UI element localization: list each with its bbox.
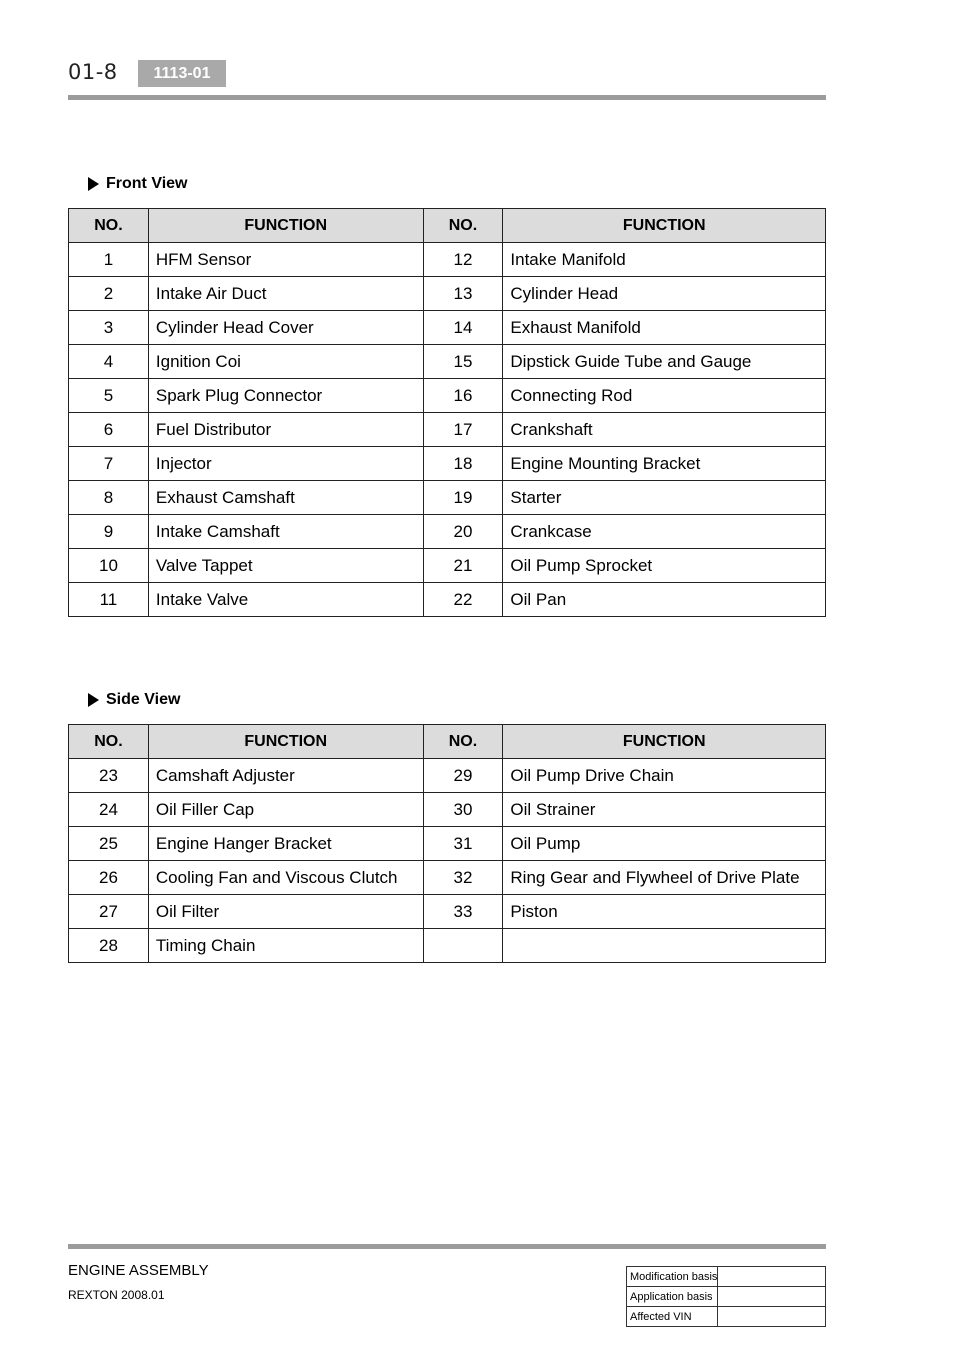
header-rule — [68, 95, 826, 100]
item-number: 7 — [69, 447, 149, 481]
side-view-heading — [88, 691, 180, 709]
table-row — [69, 861, 826, 895]
item-number: 29 — [423, 759, 503, 793]
item-number: 26 — [69, 861, 149, 895]
item-function: Valve Tappet — [148, 549, 423, 583]
table-row — [69, 311, 826, 345]
item-number: 20 — [423, 515, 503, 549]
item-number: 22 — [423, 583, 503, 617]
item-function: Dipstick Guide Tube and Gauge — [503, 345, 826, 379]
item-number: 14 — [423, 311, 503, 345]
header-function: FUNCTION — [148, 209, 423, 243]
item-function: Crankshaft — [503, 413, 826, 447]
table-row — [69, 243, 826, 277]
item-function: Oil Pump — [503, 827, 826, 861]
table-header-row — [69, 725, 826, 759]
item-function: Crankcase — [503, 515, 826, 549]
item-function: Oil Strainer — [503, 793, 826, 827]
front-view-heading — [88, 175, 188, 193]
table-row — [69, 793, 826, 827]
footer-rule — [68, 1244, 826, 1249]
table-row — [69, 345, 826, 379]
item-number — [423, 929, 503, 963]
item-function: HFM Sensor — [148, 243, 423, 277]
item-number: 31 — [423, 827, 503, 861]
item-function: Intake Manifold — [503, 243, 826, 277]
item-number: 9 — [69, 515, 149, 549]
item-function: Injector — [148, 447, 423, 481]
item-number: 1 — [69, 243, 149, 277]
modification-basis-value — [718, 1267, 826, 1287]
item-function: Timing Chain — [148, 929, 423, 963]
triangle-bullet-icon — [88, 693, 99, 707]
item-function: Ring Gear and Flywheel of Drive Plate — [503, 861, 826, 895]
item-number: 6 — [69, 413, 149, 447]
item-number: 15 — [423, 345, 503, 379]
header-no: NO. — [69, 725, 149, 759]
item-function: Ignition Coi — [148, 345, 423, 379]
item-function: Intake Air Duct — [148, 277, 423, 311]
table-row — [69, 277, 826, 311]
page-number: 01-8 — [68, 60, 118, 84]
section-code-badge: 1113-01 — [138, 60, 226, 87]
item-function: Camshaft Adjuster — [148, 759, 423, 793]
header-no: NO. — [69, 209, 149, 243]
item-function: Engine Mounting Bracket — [503, 447, 826, 481]
front-view-table — [68, 208, 826, 617]
table-row — [69, 895, 826, 929]
table-row — [69, 413, 826, 447]
item-number: 25 — [69, 827, 149, 861]
table-row — [69, 515, 826, 549]
item-function: Intake Valve — [148, 583, 423, 617]
modification-basis-label: Modification basis — [627, 1267, 718, 1287]
item-number: 30 — [423, 793, 503, 827]
item-number: 16 — [423, 379, 503, 413]
item-function: Oil Filter — [148, 895, 423, 929]
triangle-bullet-icon — [88, 177, 99, 191]
modification-row — [627, 1267, 826, 1287]
item-function: Piston — [503, 895, 826, 929]
table-header-row — [69, 209, 826, 243]
header-no: NO. — [423, 725, 503, 759]
item-number: 28 — [69, 929, 149, 963]
item-number: 32 — [423, 861, 503, 895]
table-row — [69, 447, 826, 481]
table-row — [69, 583, 826, 617]
item-function: Intake Camshaft — [148, 515, 423, 549]
item-function: Connecting Rod — [503, 379, 826, 413]
modification-table — [626, 1266, 826, 1327]
item-number: 8 — [69, 481, 149, 515]
item-number: 23 — [69, 759, 149, 793]
item-number: 13 — [423, 277, 503, 311]
item-function: Oil Pump Drive Chain — [503, 759, 826, 793]
item-number: 17 — [423, 413, 503, 447]
item-number: 24 — [69, 793, 149, 827]
item-number: 3 — [69, 311, 149, 345]
item-number: 11 — [69, 583, 149, 617]
item-number: 19 — [423, 481, 503, 515]
item-number: 21 — [423, 549, 503, 583]
affected-vin-value — [718, 1307, 826, 1327]
item-function: Cooling Fan and Viscous Clutch — [148, 861, 423, 895]
item-number: 10 — [69, 549, 149, 583]
item-number: 33 — [423, 895, 503, 929]
modification-row — [627, 1307, 826, 1327]
table-row — [69, 827, 826, 861]
header-function: FUNCTION — [148, 725, 423, 759]
application-basis-label: Application basis — [627, 1287, 718, 1307]
front-view-title: Front View — [106, 175, 188, 192]
table-row — [69, 759, 826, 793]
side-view-title: Side View — [106, 691, 181, 708]
item-number: 5 — [69, 379, 149, 413]
item-function: Cylinder Head Cover — [148, 311, 423, 345]
item-number: 2 — [69, 277, 149, 311]
header-function: FUNCTION — [503, 209, 826, 243]
side-view-table — [68, 724, 826, 963]
item-function: Cylinder Head — [503, 277, 826, 311]
item-number: 27 — [69, 895, 149, 929]
header-no: NO. — [423, 209, 503, 243]
item-function: Oil Pump Sprocket — [503, 549, 826, 583]
header-function: FUNCTION — [503, 725, 826, 759]
item-function: Starter — [503, 481, 826, 515]
affected-vin-label: Affected VIN — [627, 1307, 718, 1327]
table-row — [69, 549, 826, 583]
item-function: Oil Filler Cap — [148, 793, 423, 827]
item-function: Exhaust Manifold — [503, 311, 826, 345]
item-function: Spark Plug Connector — [148, 379, 423, 413]
item-function: Exhaust Camshaft — [148, 481, 423, 515]
item-number: 4 — [69, 345, 149, 379]
modification-row — [627, 1287, 826, 1307]
footer-model: REXTON 2008.01 — [68, 1288, 165, 1302]
item-number: 12 — [423, 243, 503, 277]
application-basis-value — [718, 1287, 826, 1307]
table-row — [69, 481, 826, 515]
item-function: Engine Hanger Bracket — [148, 827, 423, 861]
table-row — [69, 929, 826, 963]
item-function: Oil Pan — [503, 583, 826, 617]
footer-section-title: ENGINE ASSEMBLY — [68, 1262, 209, 1279]
table-row — [69, 379, 826, 413]
item-function — [503, 929, 826, 963]
item-number: 18 — [423, 447, 503, 481]
item-function: Fuel Distributor — [148, 413, 423, 447]
